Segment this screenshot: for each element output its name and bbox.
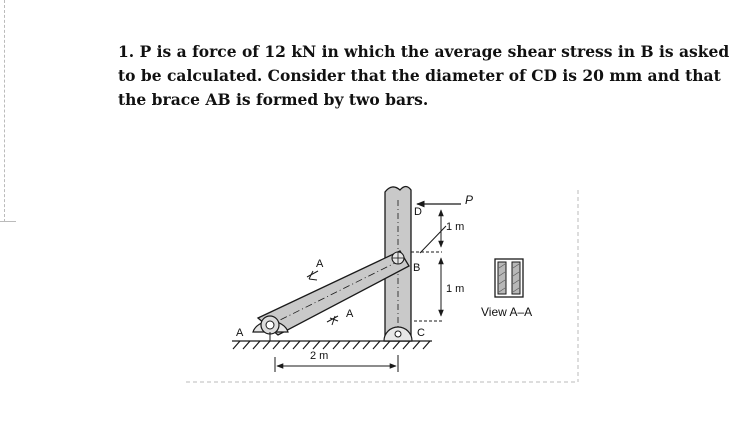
cut-line — [420, 226, 446, 253]
label-b: B — [413, 262, 421, 274]
label-d: D — [414, 206, 422, 218]
problem-line-1: 1. P is a force of 12 kN in which the average shear stress in B is asked — [118, 42, 730, 61]
dim-top-label: 1 m — [446, 221, 465, 233]
label-section-bottom: A — [346, 308, 354, 320]
pin-b — [392, 252, 404, 264]
label-p: P — [465, 193, 474, 207]
label-a-support: A — [236, 327, 244, 339]
dim-bottom-label: 1 m — [446, 283, 465, 295]
label-c: C — [417, 327, 425, 339]
label-section-top: A — [316, 258, 324, 270]
problem-line-2: to be calculated. Consider that the diameter of CD is 20 mm and that — [118, 66, 721, 85]
view-aa-section — [495, 259, 523, 297]
dim-horizontal-label: 2 m — [310, 350, 329, 362]
ground-support — [232, 341, 432, 349]
section-marker-bottom — [327, 316, 338, 325]
dimension-horizontal — [275, 355, 398, 372]
problem-line-3: the brace AB is formed by two bars. — [118, 90, 429, 109]
section-marker-top — [307, 271, 318, 280]
view-aa-label: View A–A — [481, 305, 533, 319]
